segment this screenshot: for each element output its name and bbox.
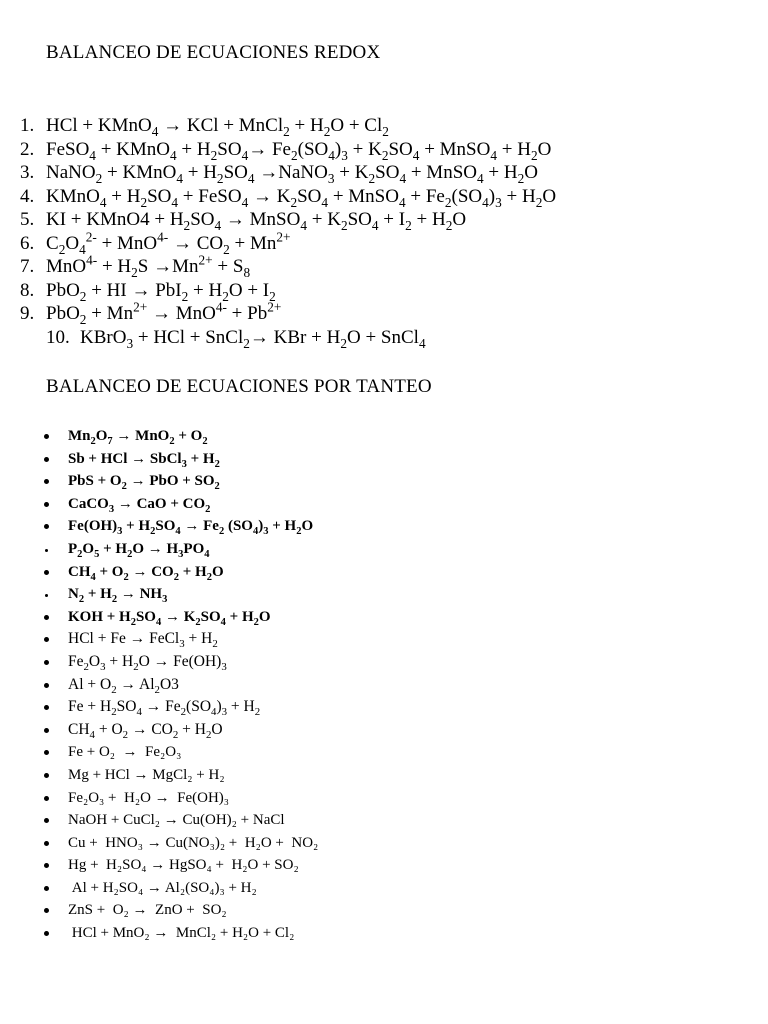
redox-equation-text: PbO$_2$ + HI → $PbI_2 + H_2O + I_2$ — [46, 279, 276, 304]
tanteo-equation-text: Fe₂O₃ + H₂O → Fe(OH)₃ — [68, 789, 230, 806]
tanteo-equation-text: HCl + Fe → FeCl$_3$ + $H_2$ — [68, 630, 218, 651]
bullet-icon — [44, 570, 49, 575]
redox-equation-text: KMnO$_4$ + $H_2SO_4$ + FeSO$_4$ → $K_2SO_4$ + MnSO$_4$ + $Fe_2(SO_4)_3 + H_2O$ — [46, 185, 557, 210]
redox-equation-number: 9. — [20, 303, 35, 324]
redox-equation-list — [20, 114, 556, 349]
tanteo-equation-text: Fe + O₂ → Fe₂O₃ — [68, 744, 182, 761]
redox-equation-number: 10. — [46, 326, 70, 348]
bullet-icon — [44, 796, 49, 801]
tanteo-equation-text: $Fe_2O_3 + H_2O \to Fe(OH)_3$ — [68, 652, 227, 674]
redox-equation-item — [20, 279, 556, 303]
tanteo-equation-text: $P_2O_5 + H_2O \to H_3PO_4$ — [68, 540, 210, 560]
tanteo-equation-text: Al + H₂SO₄ → Al₂(SO₄)₃ + H₂ — [68, 879, 257, 896]
bullet-icon — [44, 908, 49, 913]
redox-equation-text: $C_2O_4^{2-} + MnO^{4-} \to CO_2 + Mn^{2+}$ — [46, 229, 291, 257]
redox-equation-item — [20, 326, 556, 350]
tanteo-equation-text: ZnS + O₂ → ZnO + SO₂ — [68, 902, 227, 919]
redox-equation-text: NaNO$_2$ + KMnO$_4$ + $H_2SO_4$ →NaNO$_3$ + $K_2SO_4$ + MnSO$_4$ + $H_2O$ — [46, 162, 538, 186]
bullet-icon — [44, 683, 49, 688]
redox-heading: BALANCEO DE ECUACIONES REDOX — [46, 42, 381, 63]
tanteo-equation-text: NaOH + CuCl₂ → Cu(OH)₂ + NaCl — [68, 812, 285, 829]
tanteo-equation-text: $Fe + H_2SO_4 \to Fe_2(SO_4)_3 + H_2$ — [68, 698, 261, 719]
redox-equation-text: KI + KMnO4 + $H_2SO_4$ → MnSO$_4$ + $K_2SO_4 + I_2 + H_2O$ — [46, 209, 467, 233]
tanteo-equation-text: KOH + $H_2SO_4 \to K_2SO_4 + H_2O$ — [68, 608, 271, 628]
bullet-icon — [44, 524, 49, 529]
bullet-icon — [44, 434, 49, 439]
tanteo-equation-text: Cu + HNO₃ → Cu(NO₃)₂ + H₂O + NO₂ — [68, 834, 319, 851]
bullet-icon — [44, 615, 49, 620]
tanteo-equation-text: $Al + O_2 \to Al_2O3$ — [68, 675, 179, 696]
bullet-icon — [44, 863, 49, 868]
redox-equation-text: HCl + KMnO$_4$ → KCl + MnCl$_2$ + $H_2O + Cl_2$ — [46, 115, 389, 139]
tanteo-equation-text: $Fe(OH)_3 + H_2SO_4 \to Fe_2$ $(SO_4)_3 + H_2O$ — [68, 518, 314, 538]
redox-equation-number: 4. — [20, 185, 35, 207]
redox-equation-item — [20, 185, 556, 209]
redox-equation-text: FeSO$_4$ + KMnO$_4$ + $H_2SO_4\to Fe_2(SO_4)_3 + K_2SO_4$ + MnSO$_4$ + $H_2O$ — [46, 138, 552, 163]
bullet-icon — [44, 502, 49, 507]
tanteo-heading: BALANCEO DE ECUACIONES POR TANTEO — [46, 376, 432, 397]
redox-equation-item — [20, 252, 556, 280]
tanteo-equation-text: $Mn_2O_7 \to MnO_2 + O_2$ — [68, 428, 208, 447]
redox-equation-item — [20, 161, 556, 185]
tanteo-equation-text: $CH_4 + O_2 \to CO_2 + H_2O$ — [68, 720, 223, 741]
redox-equation-number: 1. — [20, 115, 35, 136]
bullet-icon — [44, 457, 49, 462]
bullet-icon — [44, 660, 49, 665]
redox-equation-item — [20, 208, 556, 232]
redox-equation-number: 5. — [20, 209, 35, 230]
redox-equation-item — [20, 138, 556, 162]
bullet-icon — [44, 931, 49, 936]
tanteo-equation-text: $N_2 + H_2 \to NH_3$ — [68, 586, 168, 606]
bullet-icon — [44, 750, 49, 755]
bullet-icon — [44, 841, 49, 846]
tanteo-equation-text: Sb + HCl → SbCl$_3$ + $H_2$ — [68, 450, 220, 470]
bullet-icon — [45, 549, 48, 552]
bullet-icon — [44, 886, 49, 891]
redox-equation-number: 2. — [20, 138, 35, 160]
bullet-icon — [44, 728, 49, 733]
redox-equation-item — [20, 299, 556, 327]
redox-equation-number: 7. — [20, 256, 35, 277]
tanteo-equation-text: $CH_4 + O_2 \to CO_2 + H_2O$ — [68, 563, 224, 583]
redox-equation-item — [20, 114, 556, 138]
bullet-icon — [44, 479, 49, 484]
tanteo-equation-text: Mg + HCl → MgCl₂ + H₂ — [68, 766, 225, 783]
bullet-icon — [44, 705, 49, 710]
redox-equation-item — [20, 229, 556, 257]
tanteo-equation-text: CaCO$_3$ → CaO + $CO_2$ — [68, 495, 211, 515]
tanteo-equation-text: HCl + MnO₂ → MnCl₂ + H₂O + Cl₂ — [68, 925, 295, 942]
tanteo-equation-text: PbS + $O_2$ → PbO + $SO_2$ — [68, 473, 220, 493]
bullet-icon — [44, 773, 49, 778]
redox-equation-text: $PbO_2 + Mn^{2+} \to MnO^{4-} + Pb^{2+}$ — [46, 299, 282, 327]
redox-equation-number: 3. — [20, 162, 35, 183]
tanteo-equation-text: Hg + H₂SO₄ → HgSO₄ + H₂O + SO₂ — [68, 857, 299, 874]
redox-equation-text: $MnO^{4-} + H_2S \to Mn^{2+} + S_8$ — [46, 252, 251, 280]
redox-equation-number: 8. — [20, 279, 35, 301]
bullet-icon — [44, 818, 49, 823]
bullet-icon — [45, 594, 48, 597]
redox-equation-number: 6. — [20, 232, 35, 254]
bullet-icon — [44, 637, 49, 642]
redox-equation-text: KBrO$_3$ + HCl + SnCl$_2$→ KBr + $H_2O$ + SnCl$_4$ — [80, 326, 426, 351]
